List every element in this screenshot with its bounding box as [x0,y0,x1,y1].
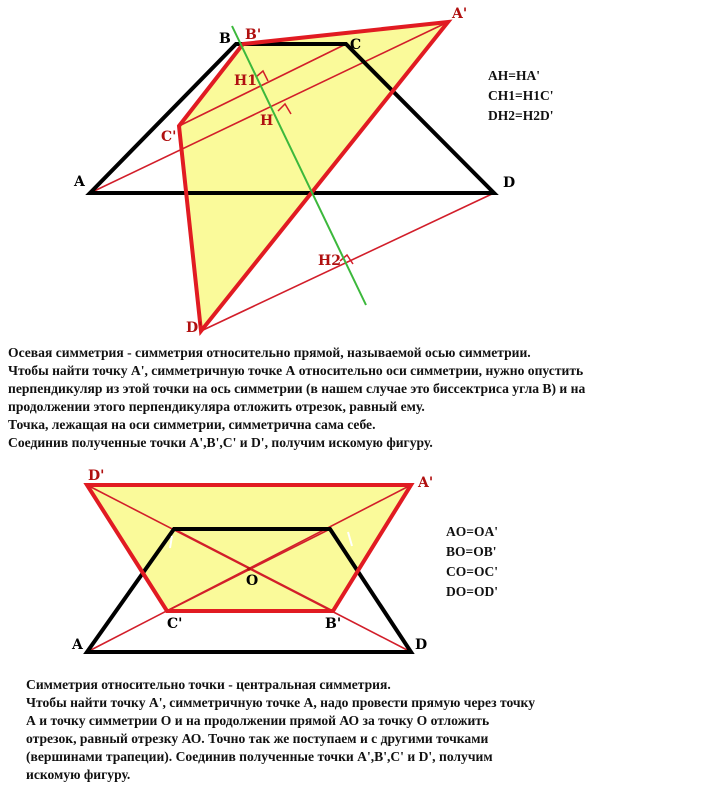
label-A-prime-2: A' [418,475,434,491]
axial-symmetry-diagram [73,6,515,336]
label-A-prime: A' [452,6,468,22]
label-D-prime-2: D' [88,468,105,484]
label-B-prime: B' [245,27,262,43]
equality-line: AO=OA' [446,524,498,539]
text-line: отрезок, равный отрезку АО. Точно так же поступаем и с другими точками [26,731,489,746]
text-line: Симметрия относительно точки - центральная симметрия. [26,677,391,692]
label-D-prime: D' [186,320,203,336]
text-line: Осевая симметрия - симметрия относительно прямой, называемой осью симметрии. [8,345,531,360]
text-line: Точка, лежащая на оси симметрии, симметрична сама себе. [8,417,376,432]
center-O-point [247,567,251,571]
label-A: A [74,174,85,190]
equality-line: DH2=H2D' [488,108,554,123]
label-B-prime-2: B' [325,616,342,632]
central-symmetry-diagram [71,468,433,653]
central-symmetry-text [26,676,535,784]
label-H1: H1 [234,73,257,89]
equalities-central [446,522,498,602]
equality-line: CO=OC' [446,564,498,579]
equality-line: AH=HA' [488,68,540,83]
label-H2: H2 [318,253,341,269]
reflected-trapezoid-fill [179,22,448,331]
equality-line: DO=OD' [446,584,498,599]
text-line: перпендикуляр из этой точки на ось симметрии (в нашем случае это биссектриса угла В) и на [8,381,586,396]
text-line: (вершинами трапеции). Соединив полученные точки А',В',С' и D', получим [26,749,493,764]
text-line: Чтобы найти точку А', симметричную точке А, надо провести прямую через точку [26,695,535,710]
equality-line: CH1=H1C' [488,88,554,103]
label-O: O [246,573,259,589]
text-line: Чтобы найти точку А', симметричную точке А относительно оси симметрии, нужно опустить [8,363,584,378]
axial-symmetry-text [8,344,585,452]
central-reflected-fill [87,485,411,611]
label-C-prime: C' [161,129,177,145]
text-line: А и точку симметрии О и на продолжении прямой АО за точку О отложить [26,713,490,728]
text-line: Соединив полученные точки А',В',С' и D', получим искомую фигуру. [8,435,433,450]
label-C: C [350,37,362,53]
label-D-2: D [415,637,428,653]
text-line: искомую фигуру. [26,767,131,782]
equality-line: BO=OB' [446,544,497,559]
text-line: продолжении этого перпендикуляра отложить отрезок, равный ему. [8,399,425,414]
label-B: B [219,31,231,47]
equalities-axial [488,66,553,126]
label-H: H [260,113,274,129]
label-C-prime-2: C' [167,616,183,632]
label-D: D [503,175,516,191]
label-A-2: A [72,637,83,653]
